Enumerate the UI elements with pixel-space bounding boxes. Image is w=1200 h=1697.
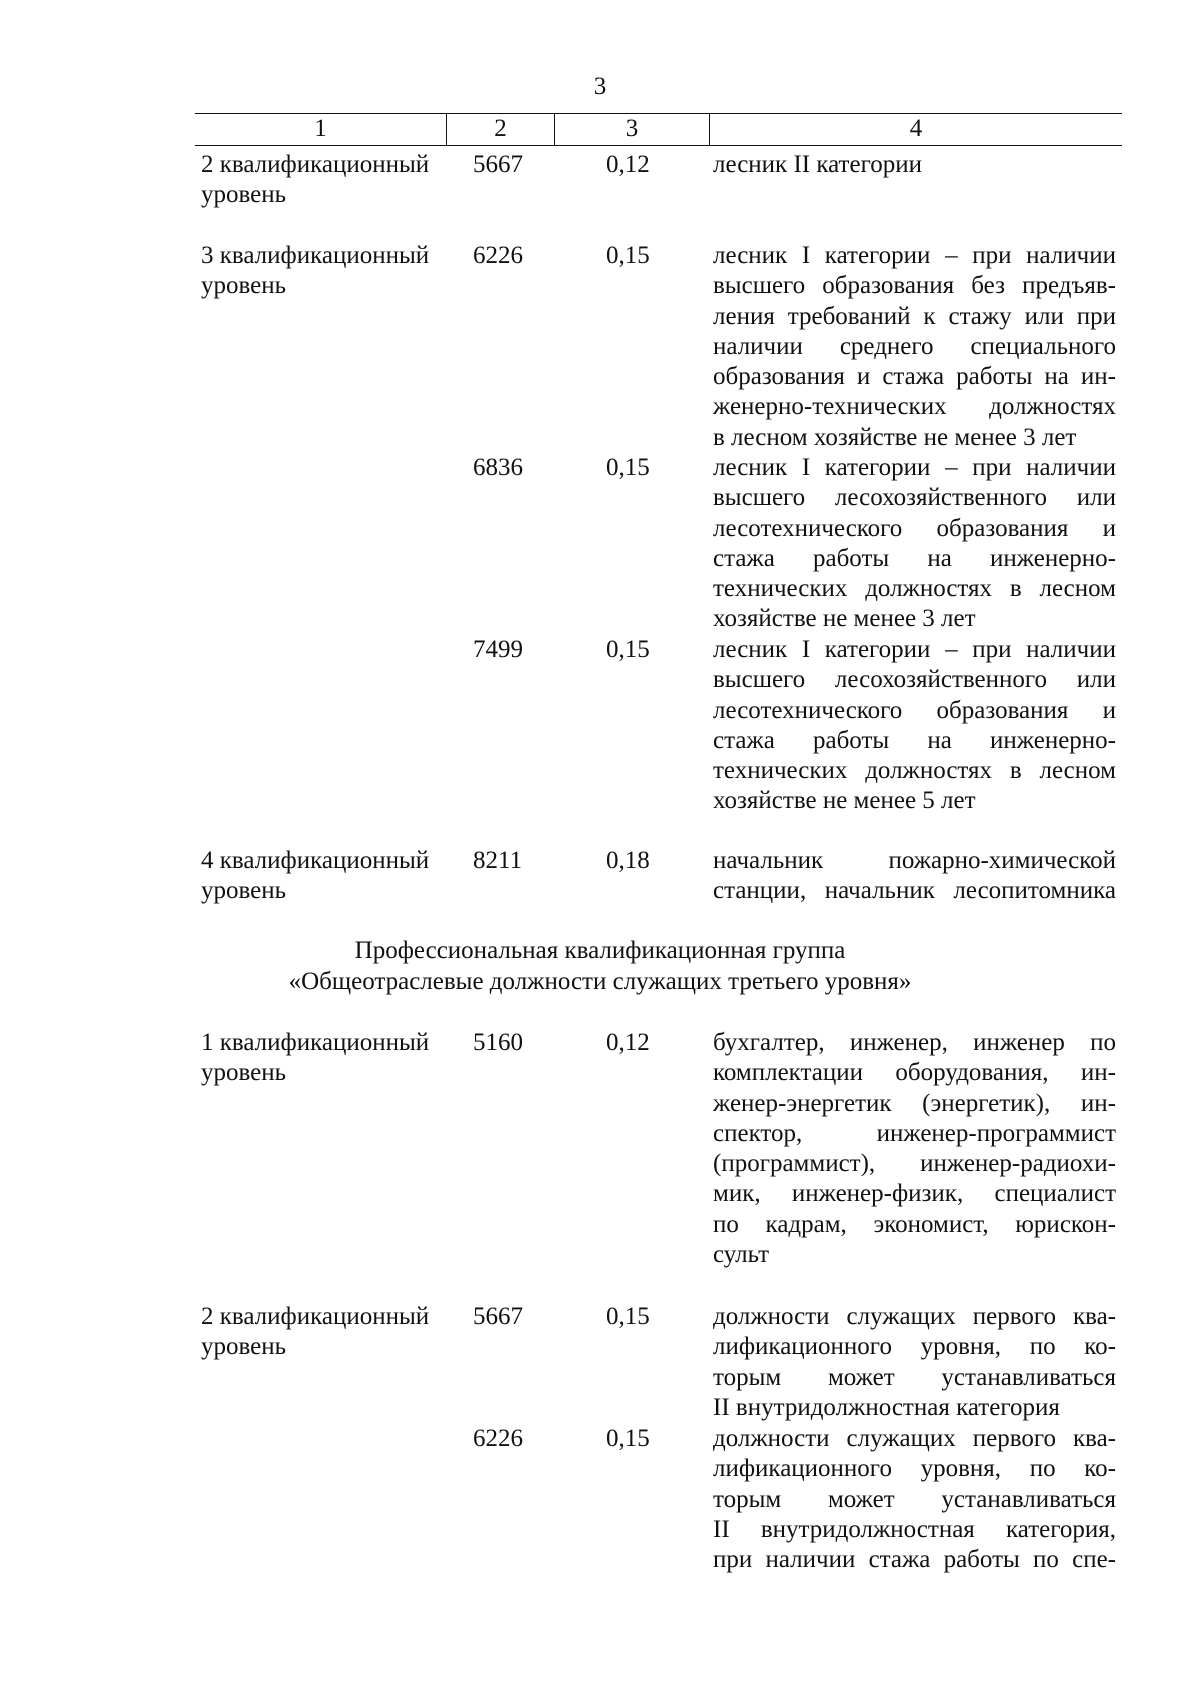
positions-line: лификационного уровня, по ко- xyxy=(713,1455,1116,1483)
positions-line: при наличии стажа работы по спе- xyxy=(713,1546,1116,1574)
positions-cell xyxy=(713,241,1116,453)
qualification-level-text: 2 квалификационный xyxy=(201,1303,430,1330)
positions-line: по кадрам, экономист, юрискон- xyxy=(713,1210,1116,1238)
positions-line: лесотехнического образования и xyxy=(713,514,1116,542)
section-title-line: «Общеотраслевые должности служащих третьего уровня» xyxy=(288,968,912,995)
positions-line: II внутридолжностная категория, xyxy=(713,1515,1116,1543)
positions-cell xyxy=(713,453,1116,635)
positions-line: высшего лесохозяйственного или xyxy=(713,484,1116,512)
table-header-row xyxy=(195,113,1122,146)
coefficient-cell: 0,15 xyxy=(606,636,650,663)
positions-line: образования и стажа работы на ин- xyxy=(713,363,1116,391)
positions-line: наличии среднего специального xyxy=(713,332,1116,360)
positions-line: ления требований к стажу или при xyxy=(713,302,1116,330)
qualification-level-text: 4 квалификационный xyxy=(201,847,430,874)
positions-line: технических должностях в лесном xyxy=(713,575,1116,603)
coefficient-cell: 0,12 xyxy=(606,1029,650,1056)
positions-line: стажа работы на инженерно- xyxy=(713,726,1116,754)
positions-line: хозяйстве не менее 3 лет xyxy=(713,605,976,633)
coefficient-cell: 0,15 xyxy=(606,454,650,481)
qualification-level-cell xyxy=(201,1028,446,1089)
positions-line: высшего лесохозяйственного или xyxy=(713,666,1116,694)
positions-line: хозяйстве не менее 5 лет xyxy=(713,787,976,815)
positions-line: спектор, инженер-программист xyxy=(713,1119,1116,1147)
coefficient-cell: 0,15 xyxy=(606,1303,650,1330)
positions-line: (программист), инженер-радиохи- xyxy=(713,1150,1116,1178)
positions-line: бухгалтер, инженер, инженер по xyxy=(713,1029,1116,1056)
positions-line: лесник I категории – при наличии xyxy=(713,454,1116,481)
positions-cell xyxy=(713,150,1116,180)
positions-line: лесник I категории – при наличии xyxy=(713,636,1116,663)
positions-line: женерно-технических должностях xyxy=(713,393,1116,421)
positions-line: высшего образования без предъяв- xyxy=(713,272,1116,300)
qualification-level-text: уровень xyxy=(201,1059,287,1087)
section-title-line: Профессиональная квалификационная группа xyxy=(354,937,846,964)
qualification-level-cell xyxy=(201,150,446,211)
positions-cell xyxy=(713,635,1116,817)
salary-cell: 5667 xyxy=(473,1303,523,1330)
salary-cell: 6836 xyxy=(473,454,523,481)
positions-line: начальник пожарно-химической xyxy=(713,847,1116,874)
column-header-3: 3 xyxy=(554,114,709,145)
column-header-2: 2 xyxy=(446,114,554,145)
qualification-level-cell xyxy=(201,1302,446,1363)
salary-cell: 5160 xyxy=(473,1029,523,1056)
qualification-level-cell xyxy=(201,241,446,302)
positions-line: станции, начальник лесопитомника xyxy=(713,877,1116,905)
qualification-level-text: уровень xyxy=(201,1333,287,1361)
page-number: 3 xyxy=(593,73,607,100)
qualification-level-cell xyxy=(201,846,446,907)
qualification-level-text: уровень xyxy=(201,181,287,209)
positions-line: II внутридолжностная категория xyxy=(713,1393,1060,1421)
salary-cell: 6226 xyxy=(473,1425,523,1452)
coefficient-cell: 0,18 xyxy=(606,847,650,874)
column-header-4: 4 xyxy=(709,114,1122,145)
positions-cell xyxy=(713,1424,1116,1575)
positions-cell xyxy=(713,846,1116,907)
qualification-level-text: уровень xyxy=(201,877,287,905)
positions-line: лификационного уровня, по ко- xyxy=(713,1333,1116,1361)
salary-cell: 7499 xyxy=(473,636,523,663)
coefficient-cell: 0,15 xyxy=(606,1425,650,1452)
section-title xyxy=(0,935,1200,997)
salary-cell: 5667 xyxy=(473,151,523,178)
qualification-level-text: 1 квалификационный xyxy=(201,1029,430,1056)
positions-line: торым может устанавливаться xyxy=(713,1363,1116,1391)
salary-cell: 6226 xyxy=(473,242,523,269)
positions-line: торым может устанавливаться xyxy=(713,1485,1116,1513)
positions-line: лесник II категории xyxy=(713,151,922,178)
column-header-1: 1 xyxy=(314,115,327,142)
positions-line: лесник I категории – при наличии xyxy=(713,242,1116,269)
qualification-level-text: уровень xyxy=(201,272,287,300)
qualification-level-text: 2 квалификационный xyxy=(201,151,430,178)
positions-line: лесотехнического образования и xyxy=(713,696,1116,724)
coefficient-cell: 0,12 xyxy=(606,151,650,178)
positions-line: в лесном хозяйстве не менее 3 лет xyxy=(713,423,1077,451)
qualification-level-text: 3 квалификационный xyxy=(201,242,430,269)
coefficient-cell: 0,15 xyxy=(606,242,650,269)
positions-line: женер-энергетик (энергетик), ин- xyxy=(713,1089,1116,1117)
positions-cell xyxy=(713,1028,1116,1270)
positions-line: мик, инженер-физик, специалист xyxy=(713,1180,1116,1208)
positions-cell xyxy=(713,1302,1116,1423)
salary-cell: 8211 xyxy=(473,847,523,874)
positions-line: комплектации оборудования, ин- xyxy=(713,1059,1116,1087)
positions-line: стажа работы на инженерно- xyxy=(713,544,1116,572)
positions-line: должности служащих первого ква- xyxy=(713,1425,1116,1452)
positions-line: технических должностях в лесном xyxy=(713,757,1116,785)
positions-line: должности служащих первого ква- xyxy=(713,1303,1116,1330)
positions-line: сульт xyxy=(713,1241,770,1269)
